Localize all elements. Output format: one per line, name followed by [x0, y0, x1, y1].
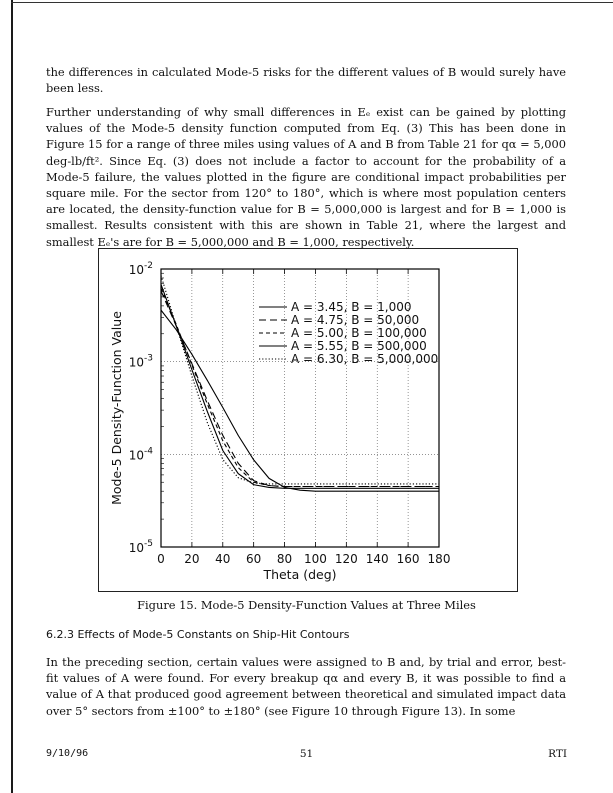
- density-function-chart: [99, 249, 517, 591]
- x-tick-label: 160: [396, 552, 420, 566]
- legend-label-5: A = 6.30, B = 5,000,000: [291, 352, 439, 366]
- x-tick-label: 100: [303, 552, 327, 566]
- x-tick-label: 20: [184, 552, 200, 566]
- x-tick-label: 60: [246, 552, 262, 566]
- legend-label-1: A = 3.45, B = 1,000: [291, 300, 412, 314]
- legend-label-4: A = 5.55, B = 500,000: [291, 339, 427, 353]
- x-axis-label: Theta (deg): [263, 567, 337, 582]
- x-tick-label: 0: [157, 552, 165, 566]
- y-axis-label: Mode-5 Density-Function Value: [109, 311, 124, 505]
- figure-frame: [98, 248, 518, 592]
- footer-page-number: 51: [299, 748, 314, 760]
- paragraph-1: the differences in calculated Mode-5 risks for the different values of B would surely have been less.: [46, 65, 566, 96]
- y-tick-label: $10^{-2}$: [128, 261, 153, 277]
- x-tick-label: 120: [334, 552, 358, 566]
- footer-org: RTI: [548, 748, 567, 760]
- y-tick-label: $10^{-4}$: [128, 446, 153, 463]
- page-top-border: [11, 2, 613, 3]
- x-tick-label: 140: [365, 552, 389, 566]
- footer-date: 9/10/96: [46, 748, 89, 759]
- y-tick-label: $10^{-5}$: [128, 539, 153, 555]
- section-heading: 6.2.3 Effects of Mode-5 Constants on Ship-Hit Contours: [46, 628, 350, 641]
- x-tick-label: 40: [215, 552, 231, 566]
- x-tick-label: 180: [427, 552, 451, 566]
- legend-label-3: A = 5.00, B = 100,000: [291, 326, 427, 340]
- x-tick-label: 80: [276, 552, 293, 566]
- y-tick-label: $10^{-3}$: [128, 353, 153, 370]
- figure-caption: Figure 15. Mode-5 Density-Function Values at Three Miles: [137, 598, 476, 612]
- paragraph-3: In the preceding section, certain values were assigned to B and, by trial and error, best-fit values of A were found. For every breakup qα and every B, it was possible to find a value of A that produced good agreement between theoretical and simulated impact data over 5° sectors from ±100° to ±180° (see Figure 10 through Figure 13). In some: [46, 655, 566, 718]
- page-left-border: [11, 0, 13, 793]
- legend-label-2: A = 4.75, B = 50,000: [291, 313, 420, 327]
- paragraph-2: Further understanding of why small differences in Eₑ exist can be gained by plotting values of the Mode-5 density function computed from Eq. (3) This has been done in Figure 15 for a range of three miles using values of A and B from Table 21 for qα = 5,000 deg-lb/ft². Since Eq. (3) does not include a factor to account for the probability of a Mode-5 failure, the values plotted in the figure are conditional impact probabilities per square mile. For the sector from 120° to 180°, which is where most population centers are located, the density-function value for B = 5,000,000 is largest and for B = 1,000 is smallest. Results consistent with this are shown in Table 21, where the largest and smallest Eₑ's are for B = 5,000,000 and B = 1,000, respectively.: [46, 105, 566, 249]
